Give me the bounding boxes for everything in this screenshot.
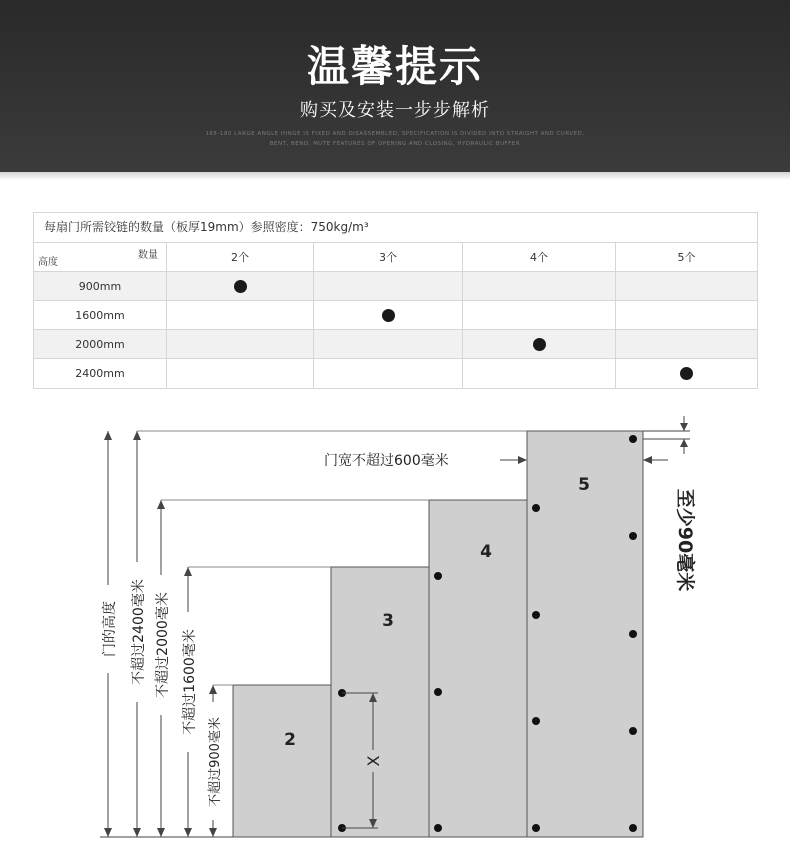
page-title: 温馨提示: [306, 42, 483, 91]
english-line-2: BENT, BEND, MUTE FEATURES OF OPENING AND CLOSING, HYDRAULIC BUFFER: [269, 141, 521, 147]
hinge-count-cell: [463, 272, 616, 300]
hinge-mark-dot: [234, 280, 247, 293]
spacing-x-label: X: [364, 755, 383, 767]
hinge-dot: [434, 572, 442, 580]
column-header: 5个: [677, 251, 696, 264]
header-corner-cell: [34, 243, 167, 271]
header-height-label: 高度: [38, 257, 58, 268]
table-row: [34, 359, 757, 388]
hinge-count-cell: [314, 272, 463, 300]
hinge-dot: [532, 824, 540, 832]
hinge-count-cell: [167, 330, 314, 358]
hinge-count-cell: [616, 330, 757, 358]
table-row: [34, 301, 757, 330]
hinge-count-cell: [314, 359, 463, 388]
hinge-count-cell: [463, 330, 616, 358]
hinge-count-cell: [616, 272, 757, 300]
hinge-count-cell: [167, 359, 314, 388]
hinge-count-cell: [463, 301, 616, 329]
panel-number-4: 4: [480, 542, 492, 562]
hinge-dot: [434, 824, 442, 832]
hinge-count-cell: [463, 359, 616, 388]
top-offset-dimension: [643, 416, 690, 454]
hinge-dot: [532, 717, 540, 725]
table-caption: 每扇门所需铰链的数量（板厚19mm）参照密度：750kg/m³: [34, 213, 757, 243]
hinge-count-cell: [167, 301, 314, 329]
hinge-count-cell: [167, 272, 314, 300]
table-header-row: [34, 243, 757, 272]
hinge-dot: [532, 504, 540, 512]
height-limit-1600: 不超过1600毫米: [182, 629, 198, 735]
panel-number-2: 2: [284, 730, 296, 750]
hinge-count-cell: [616, 301, 757, 329]
hinge-mark-dot: [533, 338, 546, 351]
hinge-count-cell: [616, 359, 757, 388]
column-header: 4个: [463, 243, 616, 271]
hinge-dot: [532, 611, 540, 619]
hinge-mark-dot: [680, 367, 693, 380]
page-subtitle: 购买及安装一步步解析: [300, 100, 490, 121]
hinge-dot: [629, 532, 637, 540]
door-height-label: 门的高度: [102, 601, 118, 657]
row-height-cell: 900mm: [34, 272, 167, 300]
hinge-mark-dot: [382, 309, 395, 322]
table-row: [34, 272, 757, 301]
hinge-dot: [629, 824, 637, 832]
column-header: 2个: [167, 243, 314, 271]
hinge-dot: [434, 688, 442, 696]
header-quantity-label: 数量: [138, 250, 158, 261]
height-limit-2000: 不超过2000毫米: [155, 592, 171, 698]
height-limit-900: 不超过900毫米: [208, 717, 223, 807]
table-body: [34, 272, 757, 388]
hinge-dot: [629, 435, 637, 443]
hinge-count-cell: [314, 330, 463, 358]
edge-distance-note: 至少90毫米: [674, 488, 696, 592]
row-height-cell: 2400mm: [34, 359, 167, 388]
hinge-count-cell: [314, 301, 463, 329]
hinge-dot: [629, 727, 637, 735]
english-description: [0, 129, 790, 149]
table-row: [34, 330, 757, 359]
door-width-note: 门宽不超过600毫米: [324, 453, 449, 469]
row-height-cell: 1600mm: [34, 301, 167, 329]
panel-number-3: 3: [382, 611, 394, 631]
column-header: 3个: [314, 243, 463, 271]
english-line-1: 165-180 LARGE ANGLE HINGE IS FIXED AND DISASSEMBLED, SPECIFICATION IS DIVIDED INTO STRAIGHT AND CURVED,: [205, 131, 585, 137]
row-height-cell: 2000mm: [34, 330, 167, 358]
height-limit-2400: 不超过2400毫米: [131, 579, 147, 685]
header-banner: [0, 0, 790, 172]
panel-number-5: 5: [578, 475, 590, 495]
hinge-placement-diagram: [0, 400, 790, 852]
hinge-dot: [629, 630, 637, 638]
hinge-quantity-table: [33, 212, 758, 389]
